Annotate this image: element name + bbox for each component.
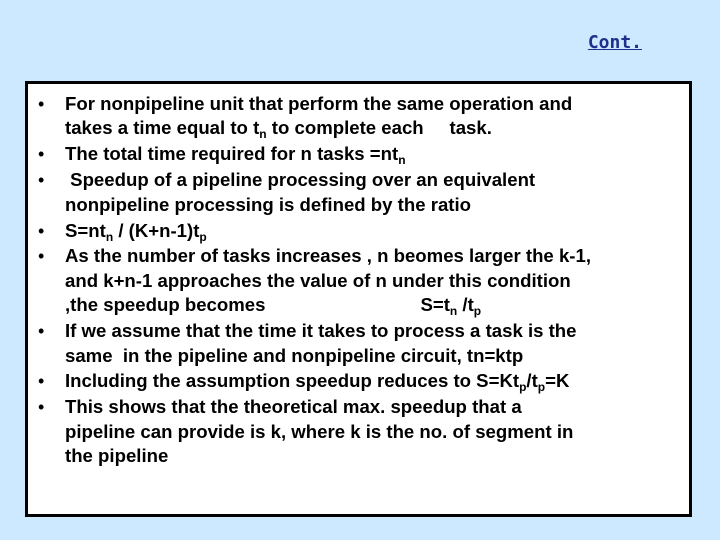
bullet-line (65, 92, 683, 116)
bullet-line (65, 369, 683, 393)
bullet-line (65, 244, 683, 268)
subscript: p (519, 380, 527, 395)
bullet-line (65, 293, 683, 317)
bullet-line (65, 420, 683, 444)
line-text: the pipeline (65, 445, 169, 467)
line-text: same in the pipeline and nonpipeline circuit, tn=ktp (65, 344, 524, 366)
line-text: pipeline can provide is k, where k is the no. of segment in (65, 420, 574, 442)
line-text: For nonpipeline unit that perform the same operation and (65, 93, 573, 114)
line-text: If we assume that the time it takes to process a task is the (65, 320, 577, 342)
line-text: and k+n-1 approaches the value of n under this condition (65, 269, 571, 291)
line-text: task. (449, 117, 492, 139)
bullet-line (65, 219, 683, 243)
bullet-dot: • (38, 321, 45, 342)
gap (265, 293, 420, 317)
bullet-line (65, 319, 683, 343)
bullet-line (65, 142, 683, 166)
bullet-line (65, 269, 683, 293)
line-text: Including the assumption speedup reduces to S=Kt (65, 370, 520, 392)
line-text: takes a time equal to t (65, 117, 260, 139)
bullet-item (38, 142, 683, 166)
line-text: /t (526, 370, 538, 392)
bullet-line (65, 168, 683, 192)
line-text: / (K+n-1)t (113, 219, 200, 241)
bullet-line (65, 395, 683, 419)
line-text: This shows that the theoretical max. speedup that a (65, 396, 522, 418)
bullet-dot: • (38, 144, 45, 165)
bullet-line (65, 116, 683, 140)
bullet-item (38, 219, 683, 243)
line-text: /t (457, 294, 474, 316)
line-text: Speedup of a pipeline processing over an equivalent (65, 169, 536, 191)
gap (424, 116, 450, 140)
bullet-item (38, 395, 683, 468)
subscript: n (449, 304, 458, 319)
bullet-item (38, 92, 683, 141)
subscript: p (473, 304, 482, 319)
line-text: S=nt (65, 219, 106, 241)
line-text: As the number of tasks increases , n beomes larger the k-1, (65, 245, 591, 267)
bullet-line (65, 344, 683, 368)
subscript: n (105, 229, 114, 244)
bullet-dot: • (38, 371, 45, 392)
subscript: p (199, 229, 207, 244)
bullet-dot: • (38, 246, 45, 267)
bullet-line (65, 444, 683, 468)
slide-title: Cont. (587, 32, 642, 53)
bullet-item (38, 369, 683, 393)
line-text: =K (545, 370, 570, 392)
bullet-item (38, 168, 683, 217)
bullet-item (38, 319, 683, 368)
content-box (25, 81, 692, 517)
bullet-dot: • (38, 220, 45, 241)
subscript: n (259, 127, 267, 142)
subscript: p (537, 380, 546, 395)
line-text: The total time required for n tasks =nt (65, 143, 399, 165)
bullet-dot: • (38, 170, 45, 191)
line-text: to complete each (266, 117, 424, 139)
line-text: nonpipeline processing is defined by the ratio (65, 193, 472, 215)
bullet-item (38, 244, 683, 317)
line-text: ,the speedup becomes (65, 294, 266, 316)
bullet-line (65, 193, 683, 217)
subscript: n (398, 153, 406, 168)
bullet-dot: • (38, 94, 45, 114)
bullet-dot: • (38, 397, 45, 418)
line-text: S=t (420, 294, 450, 316)
bullet-list (38, 92, 683, 470)
